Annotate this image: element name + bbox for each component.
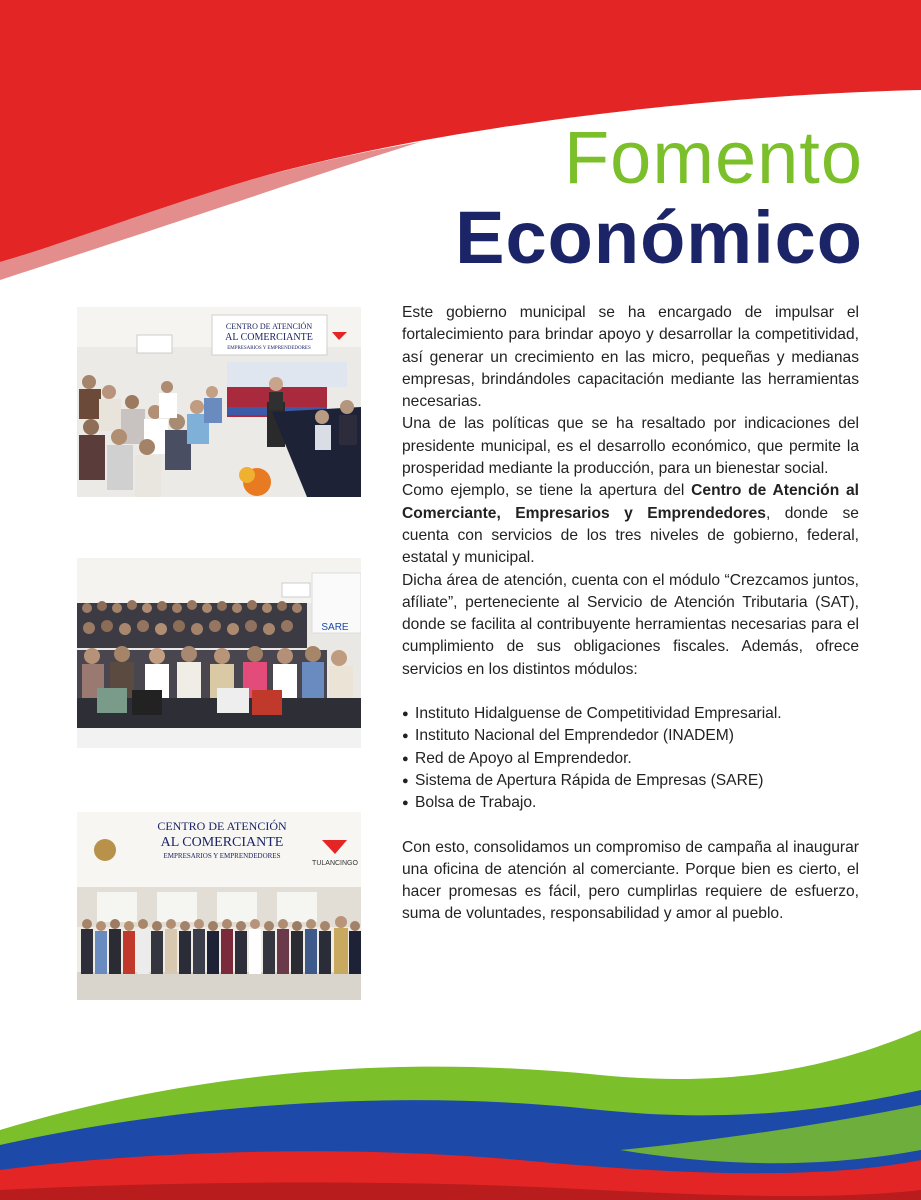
title-fomento: Fomento xyxy=(563,116,863,199)
services-list xyxy=(402,703,859,814)
paragraph-closing: Con esto, consolidamos un compromiso de campaña al inaugurar una oficina de atención al comerciante. Porque bien es cierto, el hacer promesas es fácil, pero cumplirlas requiere de esfuerzo, suma de voluntades, responsabilidad y amor al pueblo. xyxy=(402,838,859,923)
paragraph-intro: Este gobierno municipal se ha encargado de impulsar el fortalecimiento para brindar apoyo y desarrollar la competitividad, así generar un crecimiento en las micro, pequeñas y medianas empresas, brindándoles capacitación mediante las herramientas necesarias. xyxy=(402,304,859,411)
list-item: ● Bolsa de Trabajo. xyxy=(402,792,859,814)
article-body xyxy=(402,302,859,926)
sign1-line1: CENTRO DE ATENCIÓN xyxy=(225,322,313,331)
sign1-line2: AL COMERCIANTE xyxy=(225,332,313,343)
center-name: Centro de Atención al Comerciante, Empresarios y Emprendedores xyxy=(402,482,859,522)
photo-inauguration-speech xyxy=(77,307,361,497)
page-title xyxy=(455,118,863,278)
photo-audience xyxy=(77,558,361,748)
sign2-sare: SARE xyxy=(321,622,349,633)
list-item: ● Instituto Hidalguense de Competitividad Empresarial. xyxy=(402,703,859,725)
example-suffix: , donde se cuenta con servicios de los tres niveles de gobierno, federal, estatal y municipal. xyxy=(402,504,859,567)
list-item: ● Red de Apoyo al Emprendedor. xyxy=(402,748,859,770)
paragraph-example xyxy=(402,480,859,569)
sign3-line2: AL COMERCIANTE xyxy=(160,835,284,850)
sign3-line1: CENTRO DE ATENCIÓN xyxy=(157,819,287,833)
list-item: ● Instituto Nacional del Emprendedor (INADEM) xyxy=(402,725,859,747)
sign3-line3: EMPRESARIOS Y EMPRENDEDORES xyxy=(163,852,281,860)
photo-group xyxy=(77,812,361,1000)
title-economico: Económico xyxy=(455,196,863,279)
list-item: ● Sistema de Apertura Rápida de Empresas (SARE) xyxy=(402,770,859,792)
paragraph-policies: Una de las políticas que se ha resaltado por indicaciones del presidente municipal, es el desarrollo económico, que permite la prosperidad mediante la producción, para un bienestar social. xyxy=(402,415,859,478)
sign3-city: TULANCINGO xyxy=(312,860,358,867)
example-prefix: Como ejemplo, se tiene la apertura del xyxy=(402,482,692,500)
sign1-line3: EMPRESARIOS Y EMPRENDEDORES xyxy=(227,346,311,351)
bottom-wave-decoration xyxy=(0,1030,921,1200)
paragraph-module: Dicha área de atención, cuenta con el módulo “Crezcamos juntos, afíliate”, perteneciente al Servicio de Atención Tributaria (SAT), donde se facilita al contribuyente herramientas necesarias para el cumplimiento de sus obligaciones fiscales. Además, ofrece servicios en los distintos módulos: xyxy=(402,571,859,678)
